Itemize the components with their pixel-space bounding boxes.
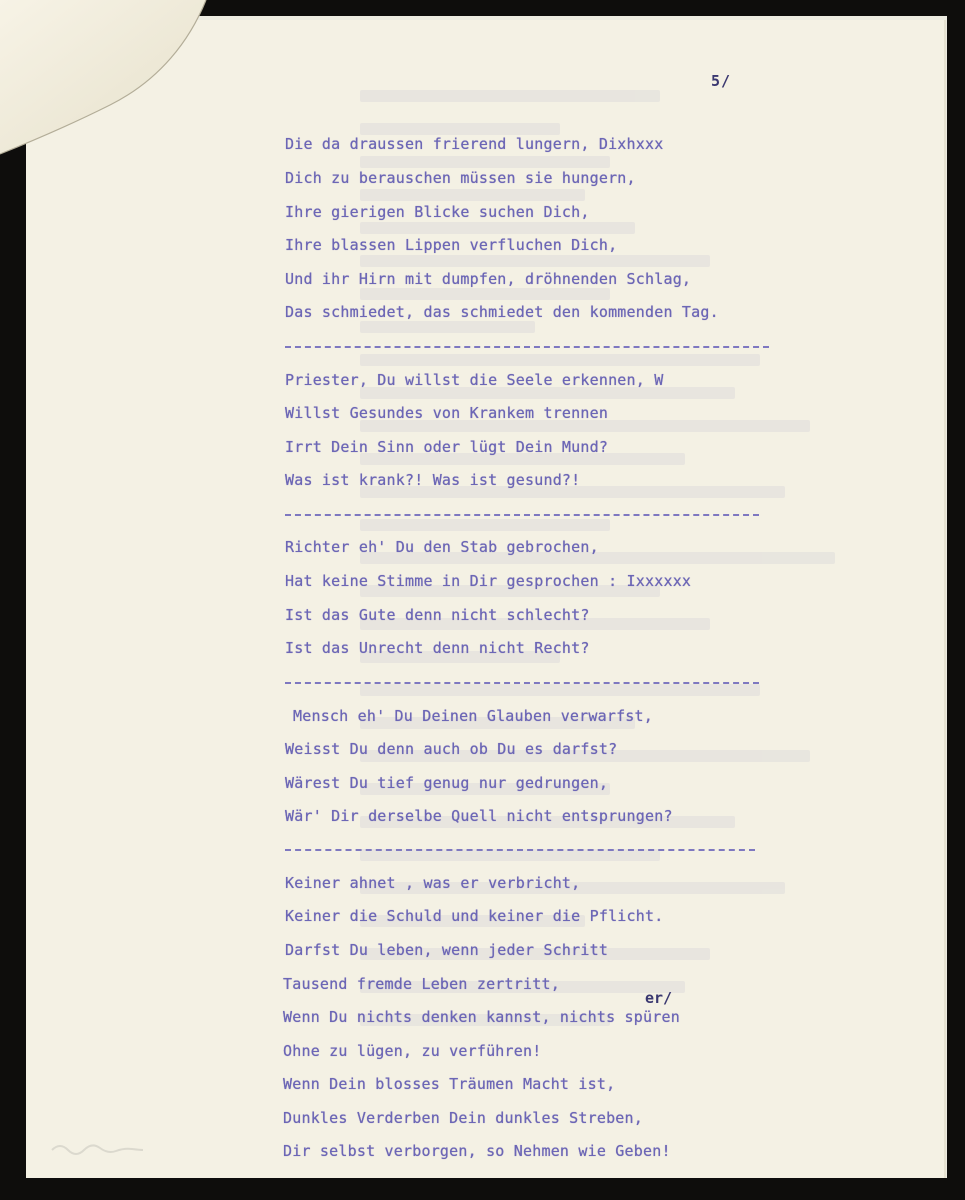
poem-line: Ihre gierigen Blicke suchen Dich, <box>285 203 590 221</box>
poem-line: Priester, Du willst die Seele erkennen, W <box>285 371 664 389</box>
poem-line: Wär' Dir derselbe Quell nicht entsprungen? <box>285 807 673 825</box>
poem-line: Was ist krank?! Was ist gesund?! <box>285 471 581 489</box>
poem-line: Die da draussen frierend lungern, Dixhxxx <box>285 135 664 153</box>
stanza-divider <box>285 849 755 851</box>
poem-line: Dich zu berauschen müssen sie hungern, <box>285 169 636 187</box>
poem-line: Tausend fremde Leben zertritt, <box>283 975 560 993</box>
poem-line: Keiner die Schuld und keiner die Pflicht. <box>285 907 664 925</box>
page-number: 5/ <box>711 72 732 90</box>
stanza-divider <box>285 682 759 684</box>
poem-line: Dunkles Verderben Dein dunkles Streben, <box>283 1109 643 1127</box>
poem-line: Wenn Du nichts denken kannst, nichts spüren <box>283 1008 680 1026</box>
poem-line: Dir selbst verborgen, so Nehmen wie Geben! <box>283 1142 671 1160</box>
poem-line: Irrt Dein Sinn oder lügt Dein Mund? <box>285 438 609 456</box>
poem-line: Ihre blassen Lippen verfluchen Dich, <box>285 236 618 254</box>
handwritten-correction: er/ <box>645 989 673 1007</box>
poem-line: Willst Gesundes von Krankem trennen <box>285 404 609 422</box>
poem-line: Wärest Du tief genug nur gedrungen, <box>285 774 609 792</box>
poem-line: Wenn Dein blosses Träumen Macht ist, <box>283 1075 616 1093</box>
stanza-divider <box>285 514 759 516</box>
poem-line: Darfst Du leben, wenn jeder Schritt <box>285 941 609 959</box>
poem-line: Mensch eh' Du Deinen Glauben verwarfst, <box>293 707 653 725</box>
poem-line: Keiner ahnet , was er verbricht, <box>285 874 581 892</box>
poem-line: Das schmiedet, das schmiedet den kommenden Tag. <box>285 303 719 321</box>
poem-line: Ohne zu lügen, zu verführen! <box>283 1042 542 1060</box>
poem-line: Weisst Du denn auch ob Du es darfst? <box>285 740 618 758</box>
poem-line: Und ihr Hirn mit dumpfen, dröhnenden Schlag, <box>285 270 692 288</box>
poem-line: Hat keine Stimme in Dir gesprochen : Ixxxxxx <box>285 572 692 590</box>
poem-line: Ist das Unrecht denn nicht Recht? <box>285 639 590 657</box>
poem-line: Richter eh' Du den Stab gebrochen, <box>285 538 599 556</box>
stanza-divider <box>285 346 769 348</box>
poem-line: Ist das Gute denn nicht schlecht? <box>285 606 590 624</box>
